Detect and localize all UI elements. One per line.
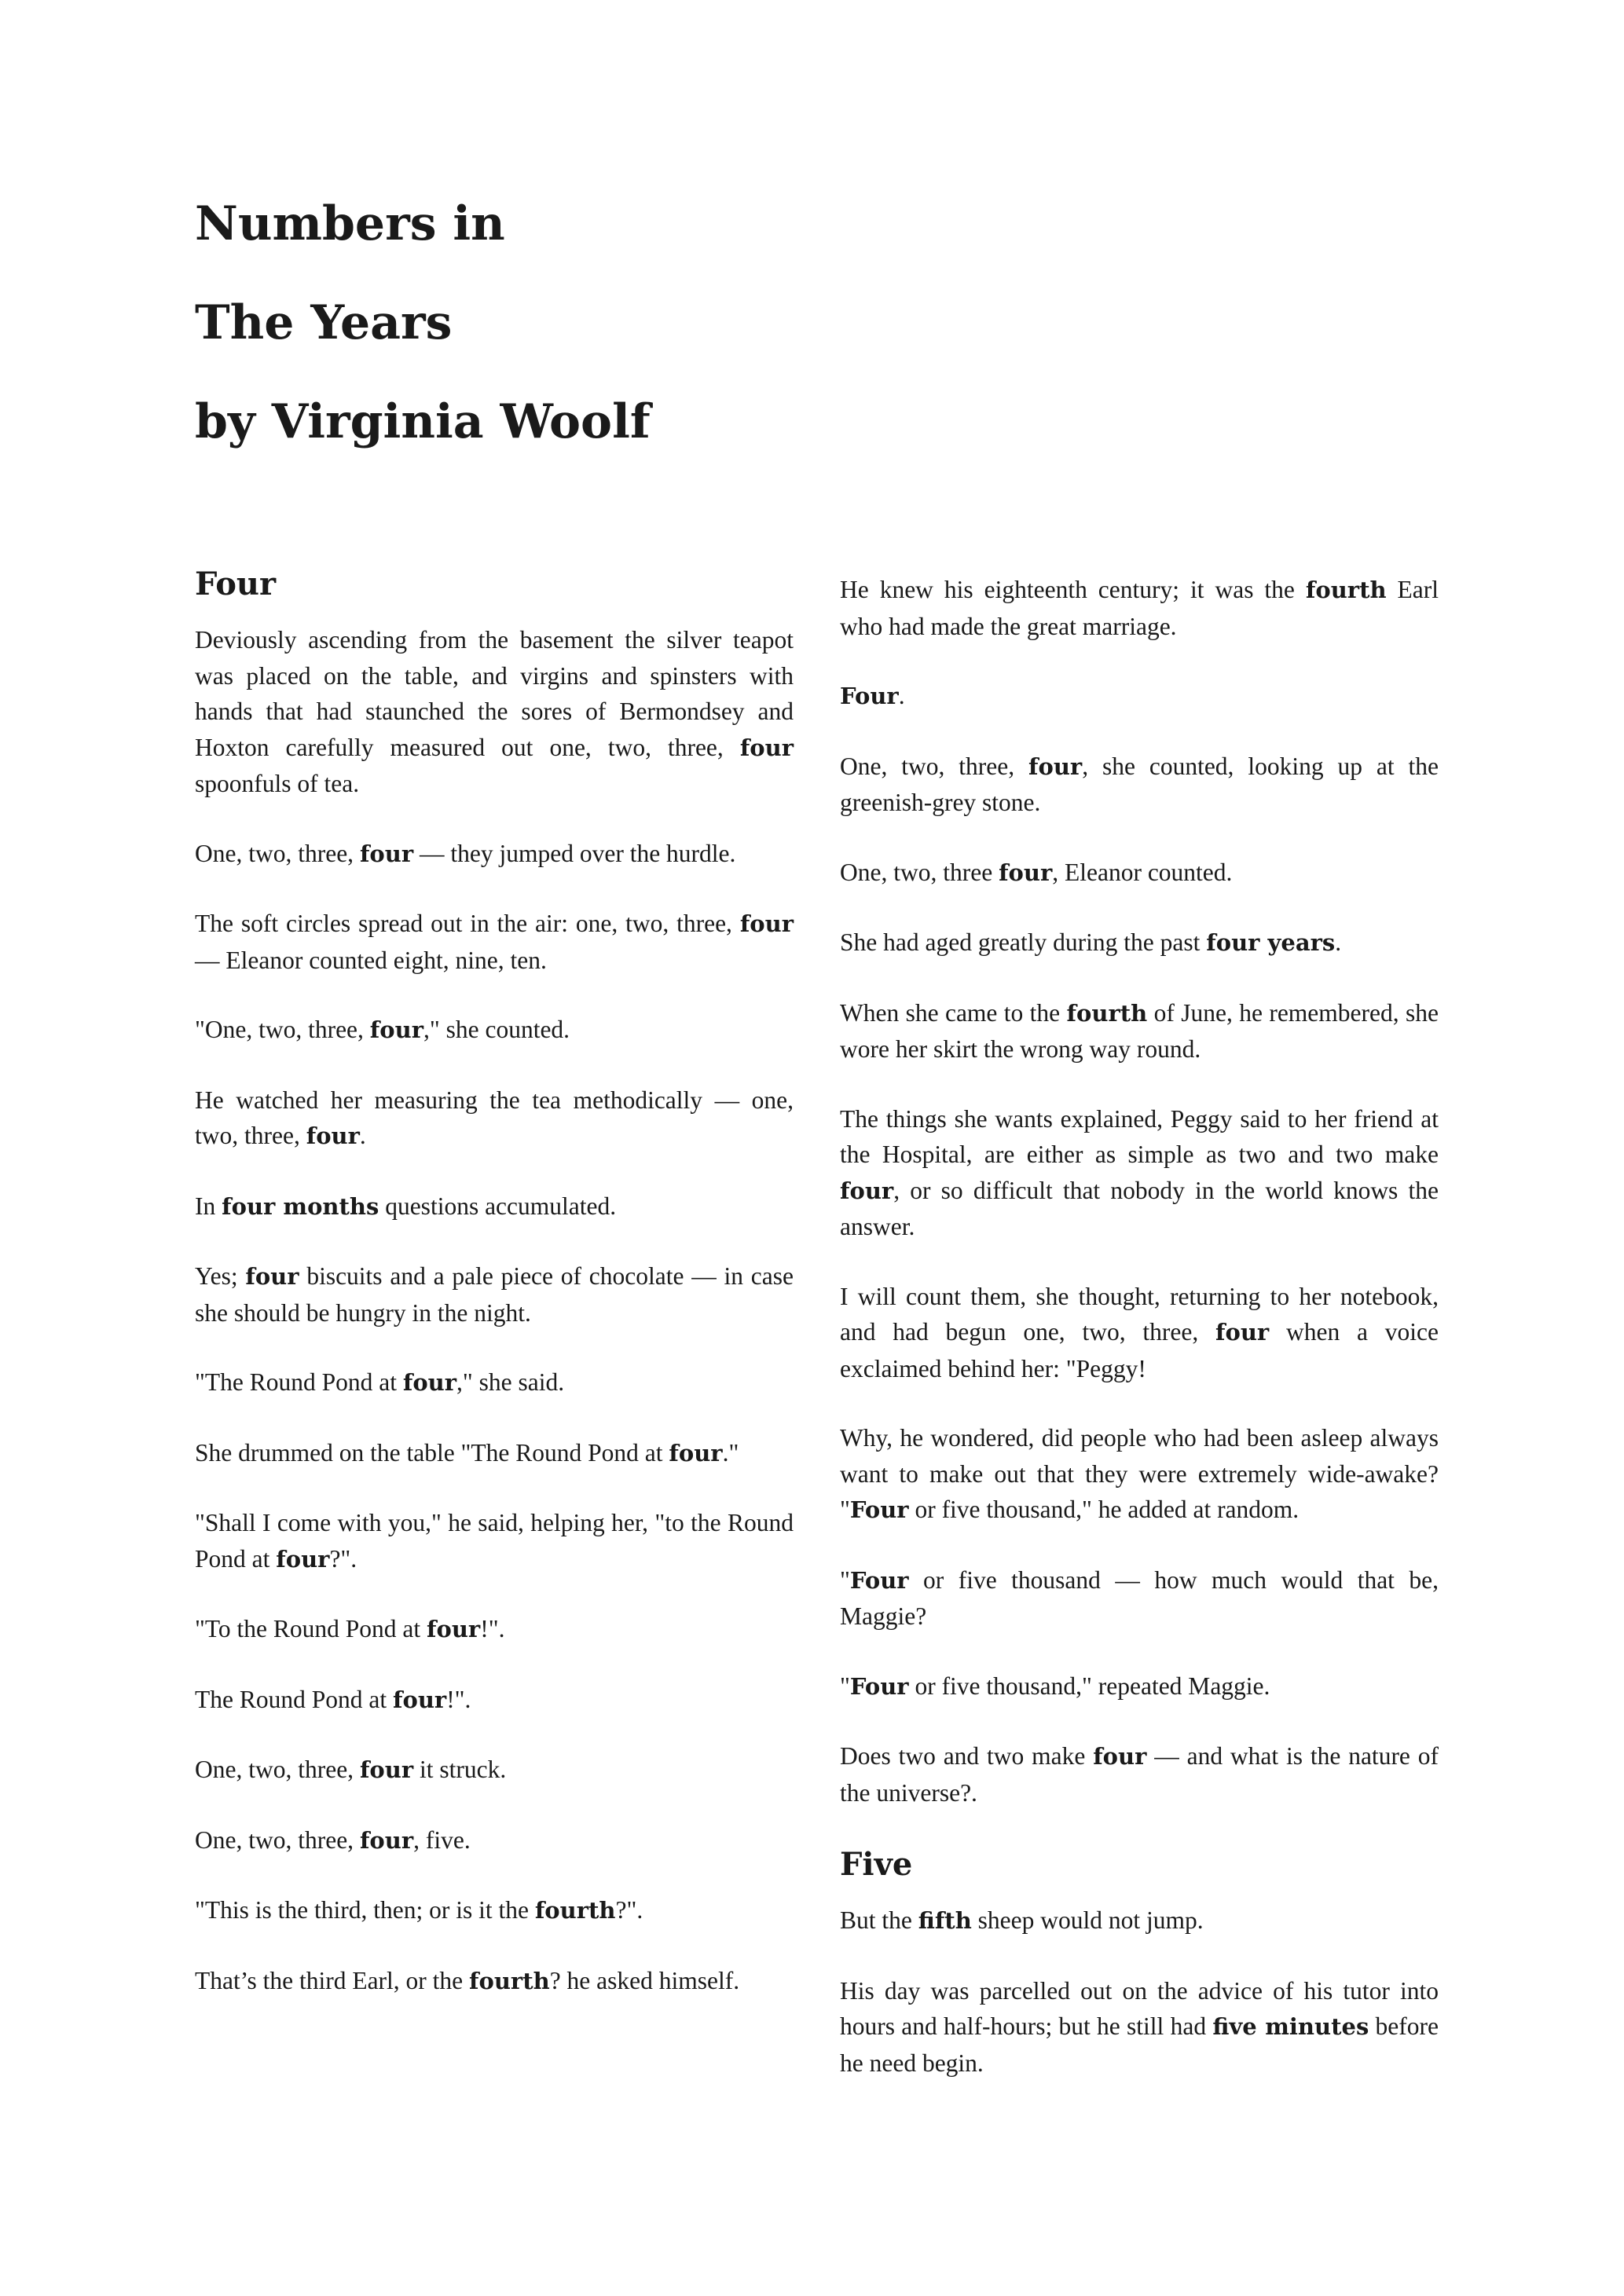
- text-run: Why, he wondered, did people who had been asleep always want to make out that they were extremely wide-awake? ": [840, 1424, 1439, 1523]
- text-run: His day was parcelled out on the advice of his tutor into hours and half-hours; but he still had: [840, 1976, 1439, 2040]
- paragraph: [195, 1258, 794, 1331]
- emphasized-number: four: [1093, 1743, 1147, 1770]
- text-run: sheep would not jump.: [971, 1906, 1204, 1934]
- emphasized-number: five minutes: [1212, 2013, 1369, 2040]
- four-paragraphs-left: [195, 622, 794, 1999]
- paragraph: [195, 1682, 794, 1719]
- paragraph: [195, 1364, 794, 1401]
- text-run: or five thousand," repeated Maggie.: [908, 1672, 1270, 1700]
- emphasized-number: Four: [849, 1566, 909, 1594]
- text-run: , or so difficult that nobody in the world knows the answer.: [840, 1176, 1439, 1240]
- paragraph: [840, 1738, 1439, 1811]
- paragraph: [840, 1420, 1439, 1529]
- emphasized-number: fourth: [534, 1897, 616, 1924]
- emphasized-number: four: [840, 1177, 894, 1204]
- left-column: [195, 564, 794, 2033]
- text-run: The things she wants explained, Peggy said to her friend at the Hospital, are either as simple as two and two make: [840, 1104, 1439, 1168]
- text-run: — they jumped over the hurdle.: [413, 839, 736, 867]
- text-run: , she counted, looking up at the greenish-grey stone.: [840, 752, 1439, 816]
- paragraph: [840, 1668, 1439, 1705]
- text-run: One, two, three: [840, 858, 999, 886]
- text-run: — and what is the nature of the universe?.: [840, 1742, 1439, 1807]
- text-run: I will count them, she thought, returning to her notebook, and had begun one, two, three,: [840, 1282, 1439, 1346]
- paragraph: [840, 572, 1439, 644]
- emphasized-number: four: [669, 1439, 723, 1467]
- paragraph: [195, 1963, 794, 2000]
- paragraph: [195, 1188, 794, 1225]
- emphasized-number: four: [393, 1686, 447, 1713]
- text-run: ": [840, 1565, 850, 1594]
- paragraph: [840, 1101, 1439, 1245]
- text-run: when a voice exclaimed behind her: "Peggy!: [840, 1318, 1439, 1382]
- text-run: !".: [480, 1615, 505, 1642]
- text-run: ": [840, 1672, 850, 1700]
- text-run: He knew his eighteenth century; it was the: [840, 576, 1306, 603]
- emphasized-number: Four: [849, 1496, 909, 1523]
- text-run: The Round Pond at: [195, 1685, 393, 1713]
- paragraph: [840, 678, 1439, 715]
- emphasized-number: fourth: [1066, 999, 1148, 1027]
- text-run: .: [1335, 928, 1342, 956]
- emphasized-number: four: [1028, 753, 1083, 780]
- paragraph: [840, 995, 1439, 1067]
- text-run: Earl who had made the great marriage.: [840, 576, 1439, 640]
- emphasized-number: four months: [222, 1192, 379, 1220]
- emphasized-number: four: [369, 1016, 423, 1043]
- emphasized-number: four: [739, 910, 794, 937]
- emphasized-number: Four: [840, 683, 899, 709]
- text-run: ," she counted.: [423, 1016, 570, 1043]
- text-run: , five.: [413, 1825, 471, 1854]
- paragraph: [840, 1902, 1439, 1939]
- emphasized-number: four: [276, 1545, 330, 1573]
- emphasized-number: fourth: [469, 1967, 550, 1994]
- text-run: That’s the third Earl, or the: [195, 1966, 470, 1994]
- text-run: She drummed on the table "The Round Pond at: [195, 1438, 669, 1467]
- text-run: The soft circles spread out in the air: one, two, three,: [195, 910, 740, 937]
- four-paragraphs-right: [840, 572, 1439, 1811]
- text-run: One, two, three,: [195, 1756, 360, 1783]
- paragraph: [195, 1012, 794, 1049]
- text-run: She had aged greatly during the past: [840, 928, 1207, 956]
- emphasized-number: four: [427, 1616, 481, 1642]
- paragraph: [195, 906, 794, 978]
- text-run: In: [195, 1192, 222, 1220]
- text-run: biscuits and a pale piece of chocolate — in case she should be hungry in the night.: [195, 1262, 794, 1327]
- text-run: Yes;: [195, 1262, 246, 1290]
- paragraph: [195, 1435, 794, 1472]
- text-run: One, two, three,: [195, 839, 360, 867]
- text-run: ?".: [615, 1896, 643, 1924]
- emphasized-number: four: [306, 1122, 360, 1149]
- emphasized-number: fifth: [918, 1907, 972, 1934]
- section-heading-four: Four: [195, 566, 277, 602]
- paragraph: [840, 1562, 1439, 1635]
- text-run: ?".: [329, 1544, 357, 1573]
- text-run: But the: [840, 1906, 918, 1934]
- text-run: .: [359, 1122, 366, 1149]
- text-run: !".: [446, 1685, 471, 1713]
- five-paragraphs: [840, 1902, 1439, 2081]
- emphasized-number: four: [359, 840, 414, 867]
- text-run: spoonfuls of tea.: [195, 770, 360, 797]
- emphasized-number: four: [739, 734, 794, 761]
- title-line: by Virginia Woolf: [195, 394, 651, 449]
- paragraph: [195, 622, 794, 802]
- paragraph: [840, 749, 1439, 821]
- text-run: or five thousand — how much would that be, Maggie?: [840, 1565, 1439, 1630]
- text-run: ," she said.: [456, 1368, 565, 1396]
- paragraph: [195, 1082, 794, 1155]
- text-run: or five thousand," he added at random.: [908, 1496, 1300, 1523]
- paragraph: [840, 925, 1439, 961]
- emphasized-number: four years: [1206, 929, 1336, 956]
- text-run: "One, two, three,: [195, 1016, 370, 1043]
- paragraph: [840, 1279, 1439, 1387]
- text-run: "To the Round Pond at: [195, 1615, 427, 1642]
- paragraph: [195, 836, 794, 873]
- emphasized-number: four: [359, 1826, 414, 1854]
- paragraph: [195, 1892, 794, 1929]
- text-run: of June, he remembered, she wore her skirt the wrong way round.: [840, 998, 1439, 1063]
- emphasized-number: four: [359, 1756, 414, 1783]
- paragraph: [840, 1973, 1439, 2082]
- text-run: When she came to the: [840, 998, 1067, 1027]
- text-run: One, two, three,: [840, 752, 1028, 780]
- text-run: One, two, three,: [195, 1825, 360, 1854]
- text-run: questions accumulated.: [379, 1192, 617, 1220]
- paragraph: [195, 1611, 794, 1648]
- text-run: Deviously ascending from the basement the silver teapot was placed on the table, and virgins and spinsters with hands that had staunched the sores of Bermondsey and Hoxton carefully measured out one, two, three,: [195, 626, 794, 761]
- text-run: before he need begin.: [840, 2012, 1439, 2077]
- emphasized-number: four: [999, 859, 1053, 886]
- paragraph: [840, 855, 1439, 892]
- text-run: — Eleanor counted eight, nine, ten.: [195, 946, 547, 974]
- text-run: .: [898, 682, 905, 709]
- text-run: Does two and two make: [840, 1742, 1094, 1770]
- text-run: , Eleanor counted.: [1052, 858, 1233, 886]
- section-heading-five: Five: [840, 1846, 913, 1883]
- emphasized-number: Four: [849, 1672, 909, 1700]
- emphasized-number: four: [1215, 1319, 1270, 1346]
- text-run: it struck.: [413, 1756, 507, 1783]
- emphasized-number: four: [402, 1369, 457, 1396]
- paragraph: [195, 1752, 794, 1789]
- paragraph: [195, 1822, 794, 1859]
- text-run: He watched her measuring the tea methodically — one, two, three,: [195, 1086, 794, 1149]
- text-run: "The Round Pond at: [195, 1368, 403, 1396]
- right-column: [840, 572, 1439, 2115]
- text-run: "Shall I come with you," he said, helping her, "to the Round Pond at: [195, 1509, 794, 1573]
- text-run: .": [722, 1438, 739, 1467]
- paragraph: [195, 1505, 794, 1577]
- text-run: "This is the third, then; or is it the: [195, 1896, 535, 1924]
- text-run: ? he asked himself.: [549, 1966, 740, 1994]
- title-line: Numbers in: [195, 196, 505, 251]
- emphasized-number: fourth: [1305, 577, 1387, 603]
- emphasized-number: four: [245, 1263, 299, 1290]
- document-title: [195, 174, 651, 471]
- title-line: The Years: [195, 295, 453, 350]
